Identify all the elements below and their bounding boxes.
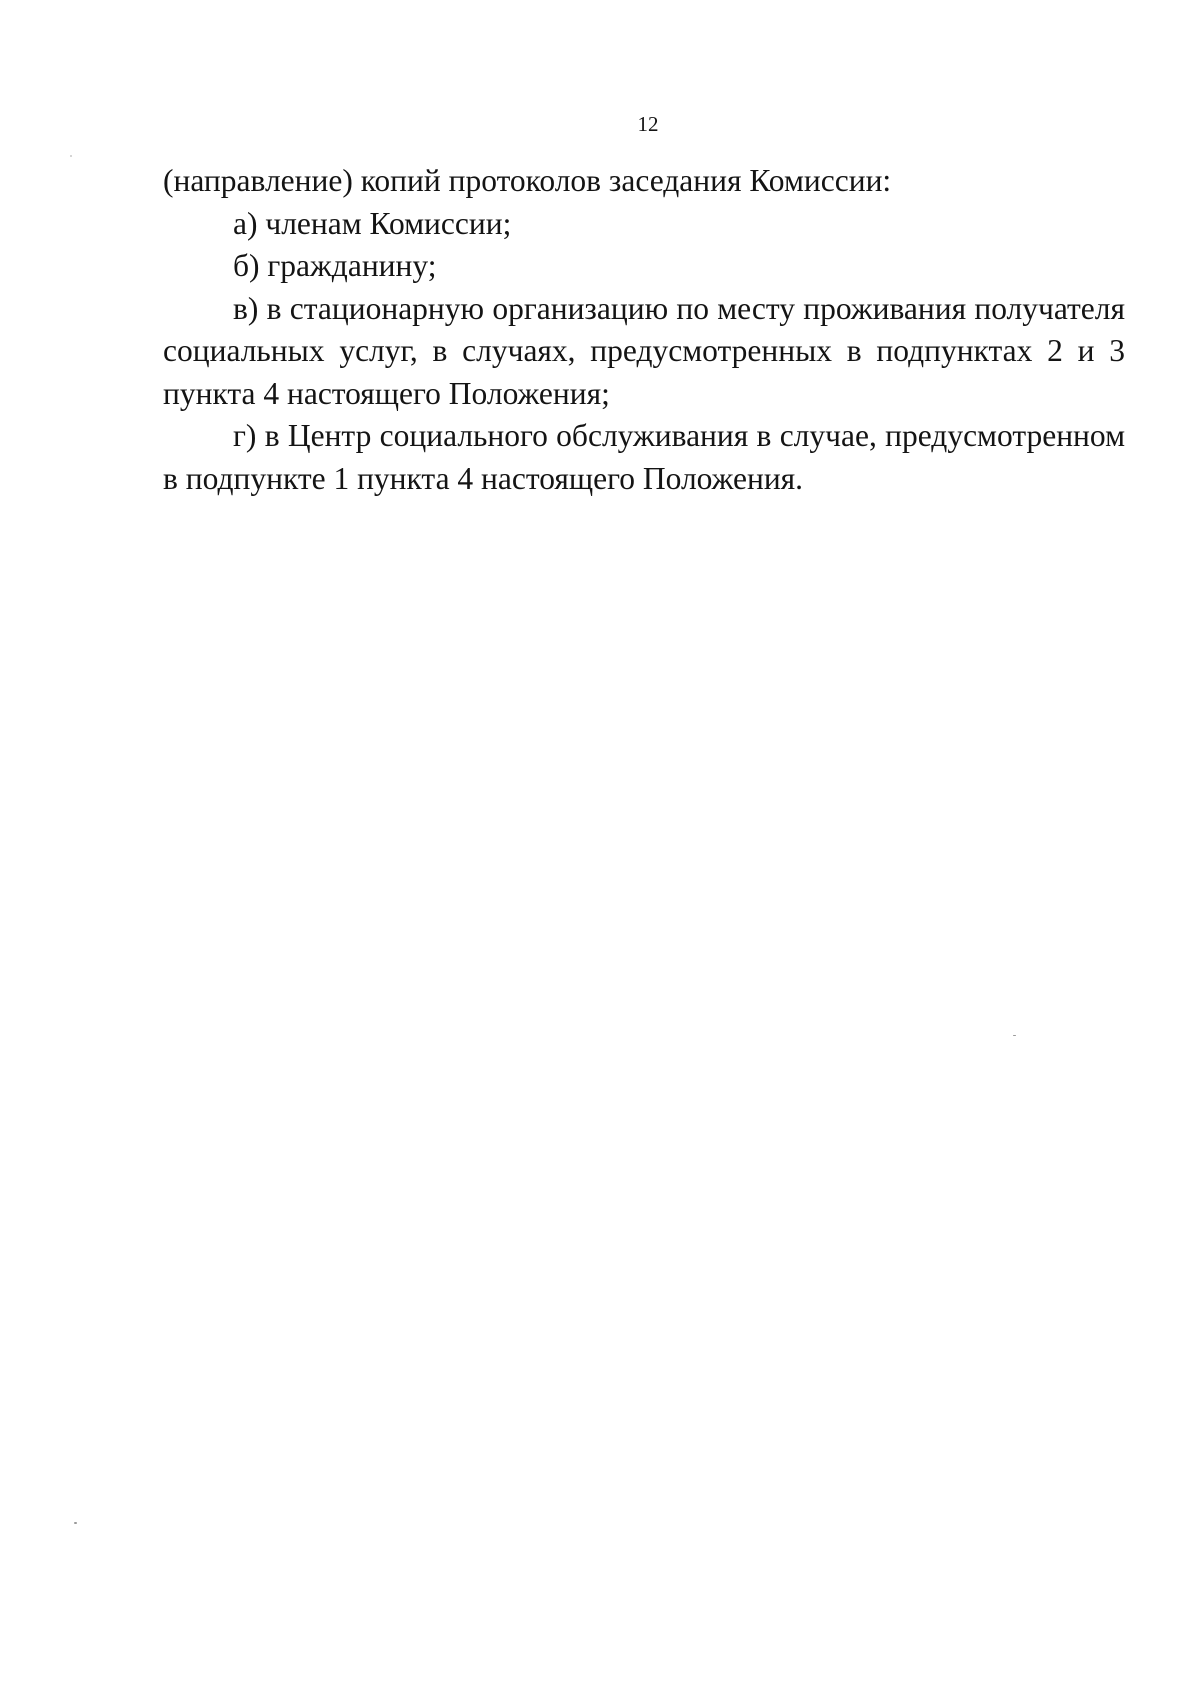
document-body [163,160,1125,500]
scan-speck [1013,1035,1016,1036]
list-item-b: б) гражданину; [233,248,437,283]
list-item-a: а) членам Комиссии; [233,205,512,241]
page-number: 12 [637,112,659,136]
scan-speck [74,1522,77,1524]
list-item-v: в) в стационарную организацию по месту проживания получателя социальных услуг, в случаях, предусмотренных в подпунктах 2 и 3 пункта 4 настоящего Положения; [163,290,1125,411]
list-item-g: г) в Центр социального обслуживания в случае, предусмотренном в подпункте 1 пункта 4 настоящего Положения. [163,418,1125,496]
paragraph-intro: (направление) копий протоколов заседания Комиссии: [163,163,892,198]
scan-speck [70,155,72,157]
